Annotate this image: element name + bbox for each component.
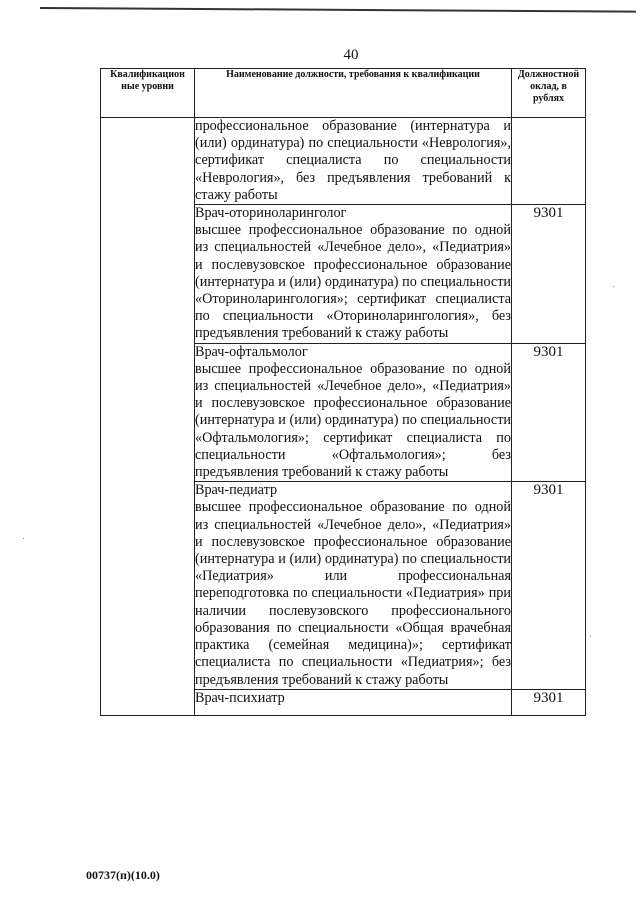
position-description xyxy=(195,118,512,205)
page-number: 40 xyxy=(343,47,359,63)
salary-cell: 9301 xyxy=(512,205,586,344)
header-level: Квалификацион ные уровни xyxy=(101,69,195,118)
scan-speck xyxy=(613,286,614,287)
salary-cell: 9301 xyxy=(512,482,586,689)
position-requirements: высшее профессиональное образование по одной из специальностей «Лечебное дело», «Педиатрия» и послевузовское профессиональное образование (интернатура и (или) ординатура) по специальности «Педиатрия» или профессиональная переподготовка по специальности «Педиатрия» при наличии послевузовского профессионального образования по специальности «Общая врачебная практика (семейная медицина)»; сертификат специалиста по специальности «Педиатрия»; без предъявления требований к стажу работы xyxy=(195,499,511,688)
position-requirements: высшее профессиональное образование по одной из специальностей «Лечебное дело», «Педиатрия» и послевузовское профессиональное образование (интернатура и (или) ординатура) по специальности «Оториноларингология»; сертификат специалиста по специальности «Оториноларингология», без предъявления требований к стажу работы xyxy=(195,222,511,342)
position-description xyxy=(195,343,512,482)
scan-speck xyxy=(590,636,591,637)
position-requirements: профессиональное образование (интернатура и (или) ординатура) по специальности «Неврология», сертификат специалиста по специальности «Неврология», без предъявления требований к стажу работы xyxy=(195,118,511,203)
qualification-level-cell xyxy=(101,118,195,716)
position-title: Врач-оториноларинголог xyxy=(195,205,347,222)
top-border-line xyxy=(40,7,636,13)
header-position: Наименование должности, требования к квалификации xyxy=(195,69,512,118)
qualification-table xyxy=(100,68,586,716)
salary-cell: 9301 xyxy=(512,689,586,715)
salary-cell: 9301 xyxy=(512,343,586,482)
position-description xyxy=(195,689,512,715)
table-row xyxy=(101,118,586,205)
salary-cell xyxy=(512,118,586,205)
position-title: Врач-психиатр xyxy=(195,689,285,706)
scan-speck xyxy=(23,538,24,539)
position-description xyxy=(195,482,512,689)
position-requirements: высшее профессиональное образование по одной из специальностей «Лечебное дело», «Педиатрия» и послевузовское профессиональное образование (интернатура и (или) ординатура) по специальности «Офтальмология»; сертификат специалиста по специальности «Офтальмология»; без предъявления требований к стажу работы xyxy=(195,360,511,481)
position-description xyxy=(195,205,512,344)
position-title: Врач-педиатр xyxy=(195,482,278,499)
table-header-row xyxy=(101,69,586,118)
document-code: 00737(п)(10.0) xyxy=(86,868,160,882)
position-title: Врач-офтальмолог xyxy=(195,343,308,360)
header-salary: Должностной оклад, в рублях xyxy=(512,69,586,118)
